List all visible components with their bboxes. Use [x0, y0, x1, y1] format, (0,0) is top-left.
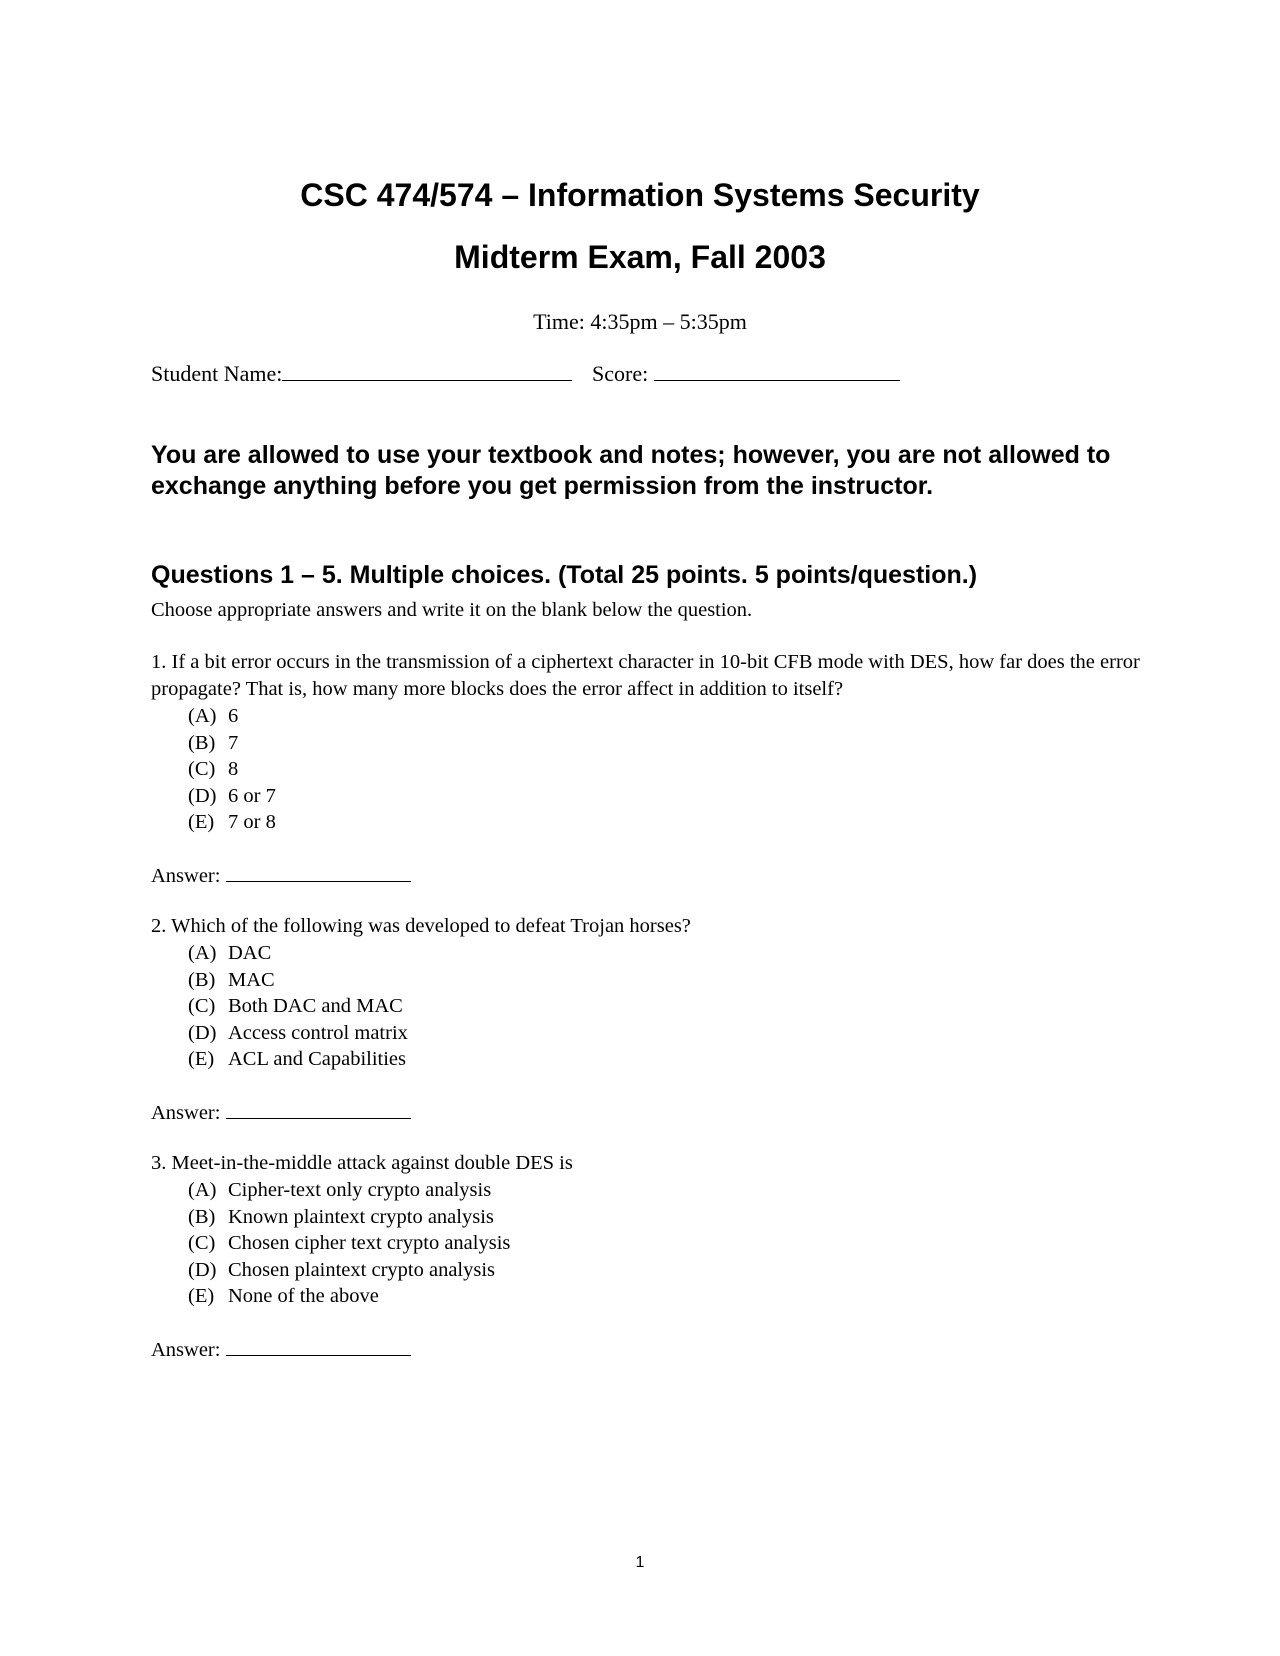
question-2-option — [188, 1046, 408, 1073]
question-2-options — [188, 940, 408, 1073]
section-heading: Questions 1 – 5. Multiple choices. (Total 25 points. 5 points/question.) — [151, 561, 978, 589]
option-letter: (C) — [188, 1232, 216, 1254]
option-text: 7 — [228, 731, 239, 754]
question-3-option — [188, 1257, 510, 1284]
option-text: Both DAC and MAC — [228, 995, 403, 1017]
question-3-text: 3. Meet-in-the-middle attack against double DES is — [151, 1152, 573, 1174]
option-text: None of the above — [228, 1285, 379, 1307]
question-1-answer-row — [151, 861, 411, 889]
option-text: Chosen cipher text crypto analysis — [228, 1232, 511, 1254]
option-text: 6 — [228, 705, 239, 727]
option-text: Access control matrix — [228, 1021, 408, 1044]
option-text: MAC — [228, 968, 275, 991]
question-2-text: 2. Which of the following was developed to defeat Trojan horses? — [151, 915, 691, 937]
option-letter: (B) — [188, 731, 216, 754]
option-text: DAC — [228, 942, 272, 964]
student-name-blank[interactable] — [282, 360, 572, 381]
question-2-option — [188, 940, 408, 967]
option-letter: (E) — [188, 811, 215, 833]
student-name-label: Student Name: — [151, 361, 283, 386]
student-name-row — [151, 360, 572, 388]
option-letter: (C) — [188, 995, 216, 1017]
option-letter: (B) — [188, 968, 216, 991]
exam-title: Midterm Exam, Fall 2003 — [454, 239, 826, 275]
section-instruction: Choose appropriate answers and write it on the blank below the question. — [151, 599, 753, 621]
question-3-options — [188, 1177, 510, 1310]
option-letter: (B) — [188, 1205, 216, 1228]
answer-label: Answer: — [151, 1339, 221, 1361]
option-letter: (E) — [188, 1048, 215, 1070]
course-title: CSC 474/574 – Information Systems Security — [300, 177, 980, 213]
question-3-option — [188, 1177, 510, 1204]
option-letter: (D) — [188, 1021, 217, 1044]
option-text: Known plaintext crypto analysis — [228, 1205, 494, 1228]
question-1-option — [188, 730, 276, 757]
question-1-options — [188, 703, 276, 836]
score-row — [592, 360, 900, 388]
question-3-option — [188, 1283, 510, 1310]
option-text: 7 or 8 — [228, 811, 276, 833]
question-2-option — [188, 993, 408, 1020]
option-text: ACL and Capabilities — [228, 1048, 407, 1070]
score-blank[interactable] — [654, 360, 900, 381]
option-letter: (D) — [188, 784, 217, 807]
question-2-answer-blank[interactable] — [226, 1098, 411, 1119]
option-text: 6 or 7 — [228, 784, 276, 807]
option-text: 8 — [228, 758, 239, 780]
option-text: Chosen plaintext crypto analysis — [228, 1258, 496, 1281]
option-text: Cipher-text only crypto analysis — [228, 1179, 492, 1201]
exam-notice: You are allowed to use your textbook and notes; however, you are not allowed to exchange anything before you get permission from the instructor. — [151, 441, 1111, 500]
question-1-option — [188, 783, 276, 810]
option-letter: (A) — [188, 942, 217, 964]
question-1-option — [188, 809, 276, 836]
option-letter: (C) — [188, 758, 216, 780]
answer-label: Answer: — [151, 865, 221, 887]
question-1-option — [188, 756, 276, 783]
option-letter: (E) — [188, 1285, 215, 1307]
question-2-option — [188, 967, 408, 994]
option-letter: (D) — [188, 1258, 217, 1281]
question-3-answer-row — [151, 1335, 411, 1363]
question-3-option — [188, 1230, 510, 1257]
answer-label: Answer: — [151, 1102, 221, 1124]
exam-time: Time: 4:35pm – 5:35pm — [533, 309, 747, 334]
question-1-text: 1. If a bit error occurs in the transmission of a ciphertext character in 10-bit CFB mode with DES, how far does the error propagate? That is, how many more blocks does the error affect in addition to itself? — [151, 651, 1140, 700]
score-label: Score: — [592, 361, 649, 386]
option-letter: (A) — [188, 705, 217, 727]
page-number: 1 — [635, 1554, 645, 1571]
question-3-option — [188, 1204, 510, 1231]
option-letter: (A) — [188, 1179, 217, 1201]
question-3-answer-blank[interactable] — [226, 1335, 411, 1356]
question-2-answer-row — [151, 1098, 411, 1126]
question-2-option — [188, 1020, 408, 1047]
question-1-option — [188, 703, 276, 730]
question-1-answer-blank[interactable] — [226, 861, 411, 882]
